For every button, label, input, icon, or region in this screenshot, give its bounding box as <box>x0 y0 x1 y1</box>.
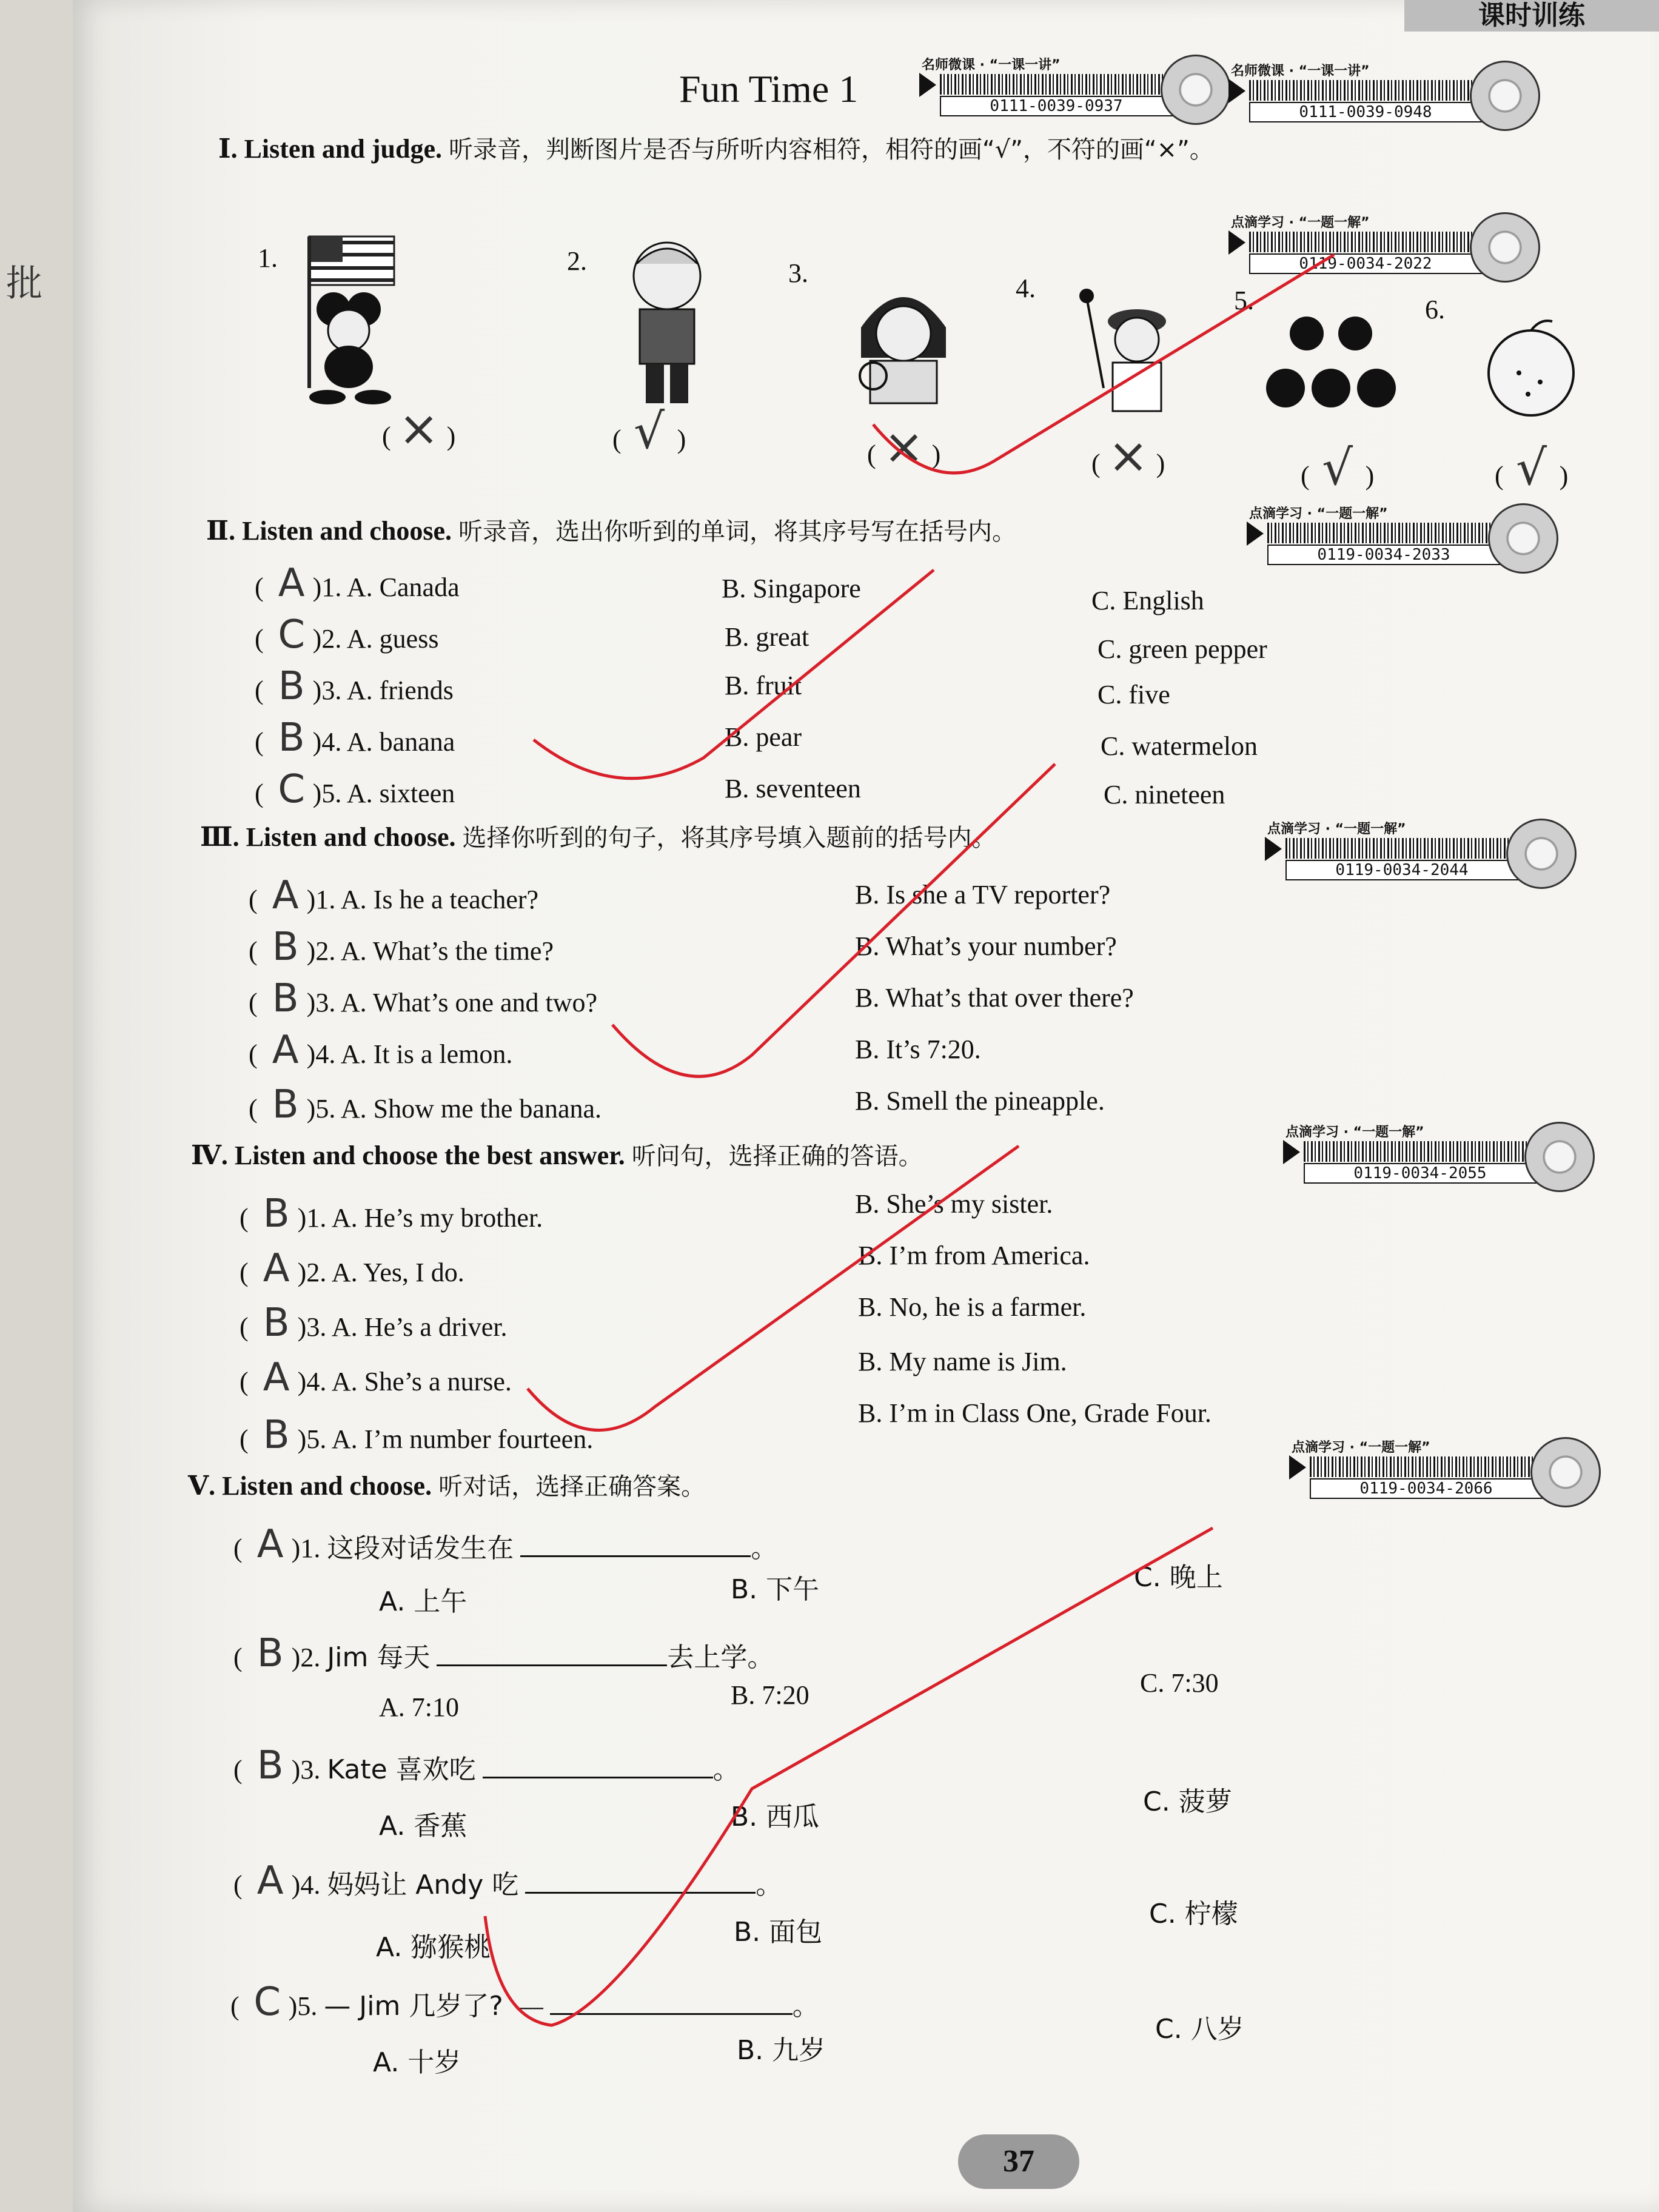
section-2-title: Ⅱ. Listen and choose. <box>206 516 452 546</box>
sec5-q5-c: C. 八岁 <box>1155 2014 1244 2045</box>
pic-number-1: 1. <box>258 243 278 273</box>
answer-mark[interactable]: C <box>253 1980 281 2025</box>
item-number: 2. <box>321 624 342 654</box>
item-number: 4. <box>321 727 342 757</box>
judge-answer-1: ( × ) <box>382 400 456 457</box>
sec3-row-3-b: B. What’s that over there? <box>855 983 1134 1013</box>
answer-mark[interactable]: B <box>278 716 305 760</box>
answer-mark[interactable]: B <box>272 925 299 970</box>
item-number: 3. <box>306 1312 327 1342</box>
answer-mark[interactable]: × <box>398 400 440 457</box>
answer-mark[interactable]: A <box>272 1028 299 1073</box>
answer-mark[interactable]: A <box>278 561 305 606</box>
sec2-row-1-c: C. English <box>1091 586 1204 615</box>
sec3-row-2: ( B )2. A. What’s the time? <box>249 925 554 970</box>
option-a: A. Is he a teacher? <box>340 885 539 914</box>
sec5-q3-a: A. 香蕉 <box>379 1811 468 1842</box>
sec5-question-2: ( B )2. Jim 每天 去上学。 <box>233 1631 774 1676</box>
section-4-title: Ⅳ. Listen and choose the best answer. <box>191 1141 625 1170</box>
option-a: A. She’s a nurse. <box>331 1367 512 1396</box>
sec3-row-4-b: B. It’s 7:20. <box>855 1034 981 1064</box>
badge-label: 点滴学习 · “一题一解” <box>1292 1440 1430 1455</box>
section-3-title: Ⅲ. Listen and choose. <box>200 822 456 852</box>
judge-answer-3: ( × ) <box>867 418 941 475</box>
question-text: Jim 每天 <box>327 1642 431 1673</box>
sec5-q4-b: B. 面包 <box>734 1917 823 1948</box>
red-grading-marks <box>73 0 1659 2212</box>
margin-handwritten-note: 批 <box>6 263 42 305</box>
option-a: A. He’s my brother. <box>331 1203 543 1233</box>
pic-number-6: 6. <box>1425 295 1445 324</box>
answer-mark[interactable]: √ <box>1322 440 1353 496</box>
item-number: 1. <box>321 572 342 602</box>
worksheet-page <box>6 0 1659 2212</box>
badge-code: 0119-0034-2033 <box>1267 545 1500 565</box>
section-1-title: Ⅰ. Listen and judge. <box>218 134 442 164</box>
sec3-row-1-b: B. Is she a TV reporter? <box>855 880 1111 910</box>
sec5-q3-b: B. 西瓜 <box>731 1801 820 1832</box>
section-1-instruction: 听录音，判断图片是否与所听内容相符，相符的画“√”，不符的画“×”。 <box>449 136 1214 164</box>
sec3-row-5-b: B. Smell the pineapple. <box>855 1086 1105 1116</box>
item-number: 5. <box>306 1424 327 1454</box>
sec5-q4-c: C. 柠檬 <box>1149 1899 1238 1929</box>
question-end: 。 <box>756 1870 783 1900</box>
sec2-row-5-c: C. nineteen <box>1104 780 1225 809</box>
badge-label: 点滴学习 · “一题一解” <box>1267 822 1406 837</box>
option-a: A. It is a lemon. <box>340 1039 513 1069</box>
sec5-question-5: ( C )5. — Jim 几岁了? — 。 <box>230 1980 819 2025</box>
judge-answer-4: ( × ) <box>1091 427 1165 484</box>
item-number: 2. <box>315 936 336 966</box>
sec3-row-3: ( B )3. A. What’s one and two? <box>249 976 598 1021</box>
section-3-instruction: 选择你听到的句子，将其序号填入题前的括号内。 <box>462 824 996 852</box>
sec2-row-3: ( B )3. A. friends <box>255 664 454 709</box>
judge-answer-6: ( √ ) <box>1495 440 1569 496</box>
sec2-row-2-c: C. green pepper <box>1098 634 1267 664</box>
sec4-row-3-b: B. No, he is a farmer. <box>858 1292 1087 1322</box>
sec2-row-4-c: C. watermelon <box>1101 731 1258 761</box>
item-number: 3. <box>300 1755 321 1785</box>
sec4-row-2: ( A )2. A. Yes, I do. <box>240 1246 464 1291</box>
section-2-instruction: 听录音，选出你听到的单词，将其序号写在括号内。 <box>458 518 1017 546</box>
answer-mark[interactable]: B <box>263 1413 290 1458</box>
badge-code: 0119-0034-2022 <box>1249 253 1482 274</box>
sec5-q1-a: A. 上午 <box>379 1586 468 1617</box>
badge-code: 0111-0039-0937 <box>940 96 1173 116</box>
badge-code: 0119-0034-2044 <box>1285 860 1518 880</box>
badge-code: 0111-0039-0948 <box>1249 102 1482 122</box>
pic-number-2: 2. <box>567 246 587 276</box>
option-a: A. Yes, I do. <box>331 1258 464 1287</box>
answer-mark[interactable]: A <box>256 1858 284 1903</box>
answer-mark[interactable]: B <box>272 1082 299 1127</box>
sec3-row-2-b: B. What’s your number? <box>855 931 1117 961</box>
sec5-q1-c: C. 晚上 <box>1134 1562 1223 1593</box>
sec5-question-4: ( A )4. 妈妈让 Andy 吃 。 <box>233 1858 783 1903</box>
item-number: 5. <box>321 779 342 808</box>
item-number: 1. <box>315 885 336 914</box>
item-number: 3. <box>321 675 342 705</box>
red-tick-section-2 <box>534 570 934 779</box>
question-text: 这段对话发生在 <box>327 1533 514 1564</box>
option-a: A. Show me the banana. <box>340 1094 602 1124</box>
question-text: Kate 喜欢吃 <box>327 1754 476 1785</box>
answer-mark[interactable]: B <box>272 976 299 1021</box>
answer-mark[interactable]: A <box>256 1522 284 1567</box>
sec2-row-5: ( C )5. A. sixteen <box>255 767 455 812</box>
option-a: A. friends <box>346 675 454 705</box>
item-number: 4. <box>306 1367 327 1396</box>
badge-label: 点滴学习 · “一题一解” <box>1231 215 1370 230</box>
badge-code: 0119-0034-2055 <box>1304 1163 1537 1184</box>
question-end: 。 <box>712 1755 740 1785</box>
item-number: 4. <box>300 1870 321 1900</box>
sec3-row-4: ( A )4. A. It is a lemon. <box>249 1028 513 1073</box>
option-a: A. sixteen <box>346 779 455 808</box>
sec3-row-5: ( B )5. A. Show me the banana. <box>249 1082 602 1127</box>
badge-label: 名师微课 · “一课一讲” <box>1231 64 1370 79</box>
sec4-row-4-b: B. My name is Jim. <box>858 1347 1067 1376</box>
sec4-row-5-b: B. I’m in Class One, Grade Four. <box>858 1398 1212 1428</box>
answer-mark[interactable]: B <box>256 1631 284 1676</box>
badge-label: 点滴学习 · “一题一解” <box>1285 1125 1424 1140</box>
sec4-row-3: ( B )3. A. He’s a driver. <box>240 1301 508 1346</box>
sec2-row-5-b: B. seventeen <box>725 774 861 803</box>
sec2-row-1: ( A )1. A. Canada <box>255 561 460 606</box>
option-a: A. I’m number fourteen. <box>331 1424 594 1454</box>
sec2-row-2-b: B. great <box>725 622 809 652</box>
sec2-row-1-b: B. Singapore <box>722 574 861 603</box>
badge-code: 0119-0034-2066 <box>1310 1478 1543 1499</box>
section-5-instruction: 听对话，选择正确答案。 <box>438 1473 706 1501</box>
sec5-question-3: ( B )3. Kate 喜欢吃 。 <box>233 1743 740 1788</box>
answer-mark[interactable]: B <box>278 664 305 709</box>
sec2-row-4-b: B. pear <box>725 722 802 752</box>
answer-mark[interactable]: C <box>278 612 305 657</box>
sec4-row-1-b: B. She’s my sister. <box>855 1189 1053 1219</box>
page-title: Fun Time 1 <box>679 67 859 110</box>
option-a: A. He’s a driver. <box>331 1312 508 1342</box>
option-a: A. Canada <box>346 572 460 602</box>
question-dash: — <box>516 1991 543 2021</box>
pic-number-5: 5. <box>1234 286 1254 315</box>
answer-mark[interactable]: A <box>263 1355 290 1400</box>
option-a: A. What’s the time? <box>340 936 554 966</box>
sec2-row-3-c: C. five <box>1098 680 1170 709</box>
section-5-title: Ⅴ. Listen and choose. <box>188 1471 432 1501</box>
page-number: 37 <box>958 2134 1079 2189</box>
item-number: 5. <box>297 1991 318 2021</box>
question-end: 。 <box>792 1991 819 2021</box>
option-a: A. What’s one and two? <box>340 988 598 1017</box>
option-a: A. guess <box>346 624 439 654</box>
red-tick-section-5 <box>485 1528 1213 2025</box>
answer-mark[interactable]: C <box>278 767 305 812</box>
sec2-row-2: ( C )2. A. guess <box>255 612 439 657</box>
item-number: 2. <box>306 1258 327 1287</box>
answer-mark[interactable]: B <box>263 1191 290 1236</box>
answer-mark[interactable]: B <box>256 1743 284 1788</box>
pic-number-4: 4. <box>1016 273 1036 303</box>
badge-label: 名师微课 · “一课一讲” <box>922 58 1061 73</box>
question-end: 。 <box>751 1533 778 1563</box>
question-text: 妈妈让 Andy 吃 <box>327 1869 519 1900</box>
sec4-row-2-b: B. I’m from America. <box>858 1241 1090 1270</box>
option-a: A. banana <box>346 727 455 757</box>
sec5-q2-a: A. 7:10 <box>379 1692 459 1722</box>
answer-mark[interactable]: √ <box>634 403 665 460</box>
section-4-instruction: 听问句，选择正确的答语。 <box>631 1142 923 1170</box>
item-number: 1. <box>306 1203 327 1233</box>
badge-label: 点滴学习 · “一题一解” <box>1249 506 1388 521</box>
sec5-q2-b: B. 7:20 <box>731 1680 809 1710</box>
sec2-row-4: ( B )4. A. banana <box>255 716 455 760</box>
answer-mark[interactable]: × <box>883 418 925 475</box>
sec5-q5-b: B. 九岁 <box>737 2035 826 2066</box>
answer-mark[interactable]: × <box>1108 427 1149 484</box>
item-number: 2. <box>300 1643 321 1672</box>
lesson-tag: 课时训练 <box>1404 0 1659 32</box>
pic-number-3: 3. <box>788 258 808 288</box>
sec4-row-4: ( A )4. A. She’s a nurse. <box>240 1355 512 1400</box>
answer-mark[interactable]: √ <box>1516 440 1547 496</box>
sec5-question-1: ( A )1. 这段对话发生在 。 <box>233 1522 778 1567</box>
item-number: 4. <box>315 1039 336 1069</box>
item-number: 5. <box>315 1094 336 1124</box>
answer-mark[interactable]: A <box>263 1246 290 1291</box>
judge-answer-5: ( √ ) <box>1301 440 1375 496</box>
item-number: 1. <box>300 1533 321 1563</box>
sec5-q5-a: A. 十岁 <box>373 2047 461 2078</box>
item-number: 3. <box>315 988 336 1017</box>
sec4-row-1: ( B )1. A. He’s my brother. <box>240 1191 543 1236</box>
sec5-q4-a: A. 猕猴桃 <box>376 1932 491 1963</box>
sec5-q3-c: C. 菠萝 <box>1143 1786 1232 1817</box>
question-end: 去上学。 <box>667 1642 774 1673</box>
judge-answer-2: ( √ ) <box>612 403 686 460</box>
sec5-q2-c: C. 7:30 <box>1140 1668 1219 1698</box>
question-text: — Jim 几岁了? <box>324 1991 503 2022</box>
red-tick-section-1 <box>873 255 1334 473</box>
sec3-row-1: ( A )1. A. Is he a teacher? <box>249 873 539 918</box>
sec4-row-5: ( B )5. A. I’m number fourteen. <box>240 1413 594 1458</box>
red-tick-section-3 <box>612 764 1055 1076</box>
answer-mark[interactable]: A <box>272 873 299 918</box>
red-tick-section-4 <box>528 1146 1019 1430</box>
answer-mark[interactable]: B <box>263 1301 290 1346</box>
sec2-row-3-b: B. fruit <box>725 671 802 700</box>
sec5-q1-b: B. 下午 <box>731 1574 820 1605</box>
